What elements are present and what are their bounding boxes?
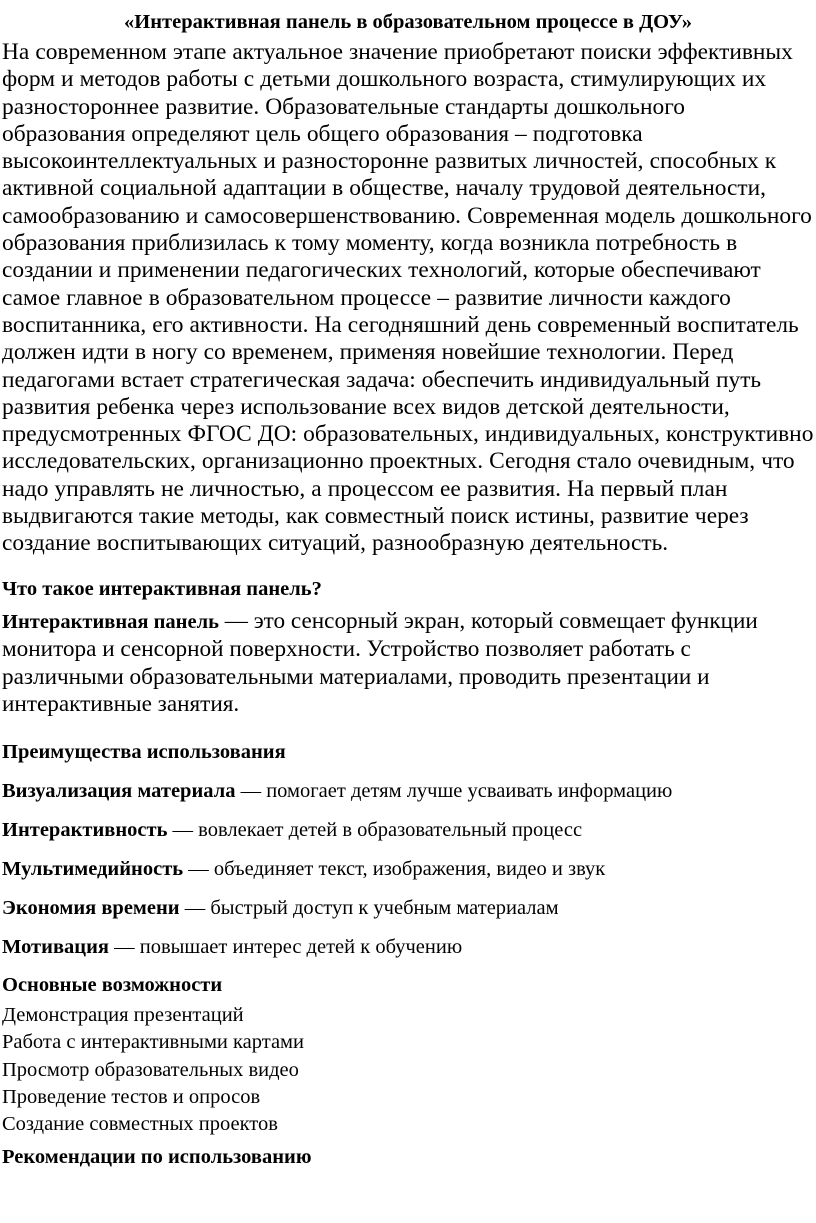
list-item: Работа с интерактивными картами <box>2 1031 305 1054</box>
advantage-dash: — <box>108 936 140 959</box>
list-item: Просмотр образовательных видео <box>2 1058 299 1081</box>
advantage-term: Интерактивность <box>2 819 168 842</box>
what-is-paragraph <box>0 608 814 719</box>
advantage-term: Мотивация <box>2 936 109 959</box>
advantages-heading: Преимущества использования <box>2 741 286 764</box>
advantage-term: Мультимедийность <box>2 858 184 881</box>
advantage-dash: — <box>235 780 267 803</box>
advantage-dash: — <box>183 858 214 881</box>
list-item: Создание совместных проектов <box>2 1113 278 1136</box>
advantage-dash: — <box>167 819 199 842</box>
advantage-dash: — <box>179 897 211 920</box>
advantage-term: Визуализация материала <box>2 780 236 803</box>
what-is-heading: Что такое интерактивная панель? <box>2 577 322 600</box>
advantage-item <box>0 895 816 921</box>
advantage-item <box>0 856 816 882</box>
advantage-text: вовлекает детей в образовательный процесс <box>198 819 583 842</box>
capabilities-list <box>0 1002 816 1138</box>
what-is-dash: — <box>218 607 254 634</box>
advantage-item <box>0 934 816 960</box>
what-is-definition: это сенсорный экран, который совмещает функции монитора и сенсорной поверхности. Устройство позволяет работать с различными образовательными материалами, проводить презентации и интерактивные занятия. <box>2 607 758 718</box>
advantage-text: помогает детям лучше усваивать информацию <box>266 780 673 803</box>
capabilities-heading: Основные возможности <box>2 974 223 997</box>
advantage-text: повышает интерес детей к обучению <box>139 936 463 959</box>
list-item: Проведение тестов и опросов <box>2 1085 261 1108</box>
intro-paragraph: На современном этапе актуальное значение приобретают поиски эффективных форм и методов работы с детьми дошкольного возраста, стимулирующих их разностороннее развитие. Образовательные стандарты дошкольного образования определяют цель общего образования – подготовка высокоинтеллектуальных и разносторонне развитых личностей, способных к активной социальной адаптации в обществе, началу трудовой деятельности, самообразованию и самосовершенствованию. Современная модель дошкольного образования приблизилась к тому моменту, когда возникла потребность в создании и применении педагогических технологий, которые обеспечивают самое главное в образовательном процессе – развитие личности каждого воспитанника, его активности. На сегодняшний день современный воспитатель должен идти в ногу со временем, применяя новейшие технологии. Перед педагогами встает стратегическая задача: обеспечить индивидуальный путь развития ребенка через использование всех видов детской деятельности, предусмотренных ФГОС ДО: образовательных, индивидуальных, конструктивно исследовательских, организационно проектных. Сегодня стало очевидным, что надо управлять не личностью, а процессом ее развития. На первый план выдвигаются такие методы, как совместный поиск истины, развитие через создание воспитывающих ситуаций, разнообразную деятельность. <box>2 39 814 557</box>
list-item: Демонстрация презентаций <box>2 1004 244 1027</box>
advantage-text: быстрый доступ к учебным материалам <box>210 897 559 920</box>
advantages-list <box>0 778 816 960</box>
advantage-item <box>0 778 816 804</box>
recommendations-heading: Рекомендации по использованию <box>2 1145 312 1168</box>
advantage-text: объединяет текст, изображения, видео и звук <box>213 858 606 881</box>
advantage-item <box>0 817 816 843</box>
document-title: «Интерактивная панель в образовательном процессе в ДОУ» <box>124 11 692 33</box>
advantage-term: Экономия времени <box>2 897 180 920</box>
what-is-term: Интерактивная панель <box>2 610 219 633</box>
